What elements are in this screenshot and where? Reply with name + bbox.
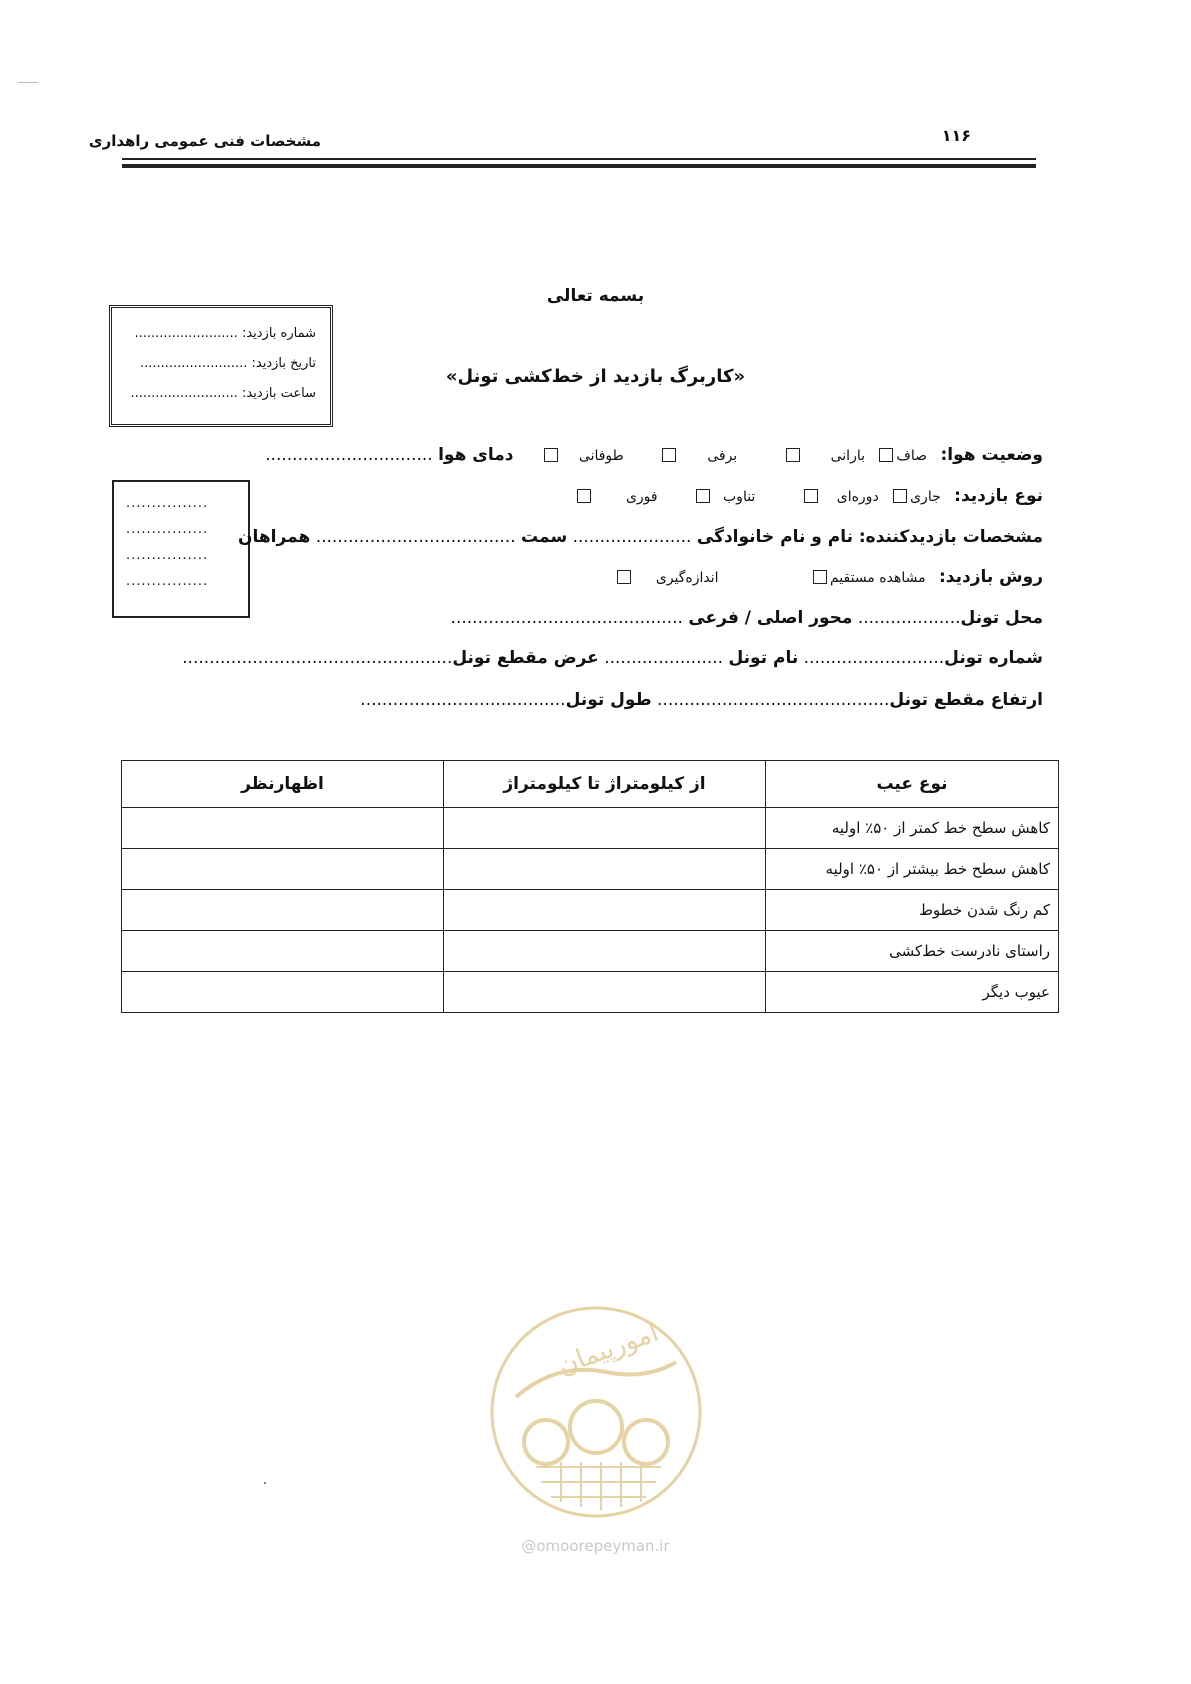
tunnel-width-field[interactable]: .................................................. (182, 648, 453, 668)
tunnel-number-row (182, 648, 1043, 668)
visit-type-option-current: جاری (910, 489, 941, 505)
visit-method-checkbox-measurement[interactable] (617, 570, 631, 584)
table-row (122, 972, 1059, 1013)
visit-method-row (614, 567, 1043, 587)
comment-cell[interactable] (122, 972, 444, 1013)
visitor-name-field[interactable]: ...................... (572, 527, 692, 547)
visit-type-row (574, 486, 1043, 506)
stray-dot (264, 1482, 266, 1484)
visit-type-option-interval: تناوب (723, 489, 756, 505)
tunnel-location-label: محل تونل (960, 608, 1043, 628)
weather-option-clear: صاف (896, 448, 928, 464)
header-kilometrage: از کیلومتراژ تا کیلومتراژ (444, 761, 766, 808)
visit-type-label: نوع بازدید: (954, 486, 1043, 506)
visit-type-option-periodic: دوره‌ای (836, 489, 879, 505)
book-title: مشخصات فنی عمومی راهداری (88, 132, 321, 150)
companions-box (112, 480, 250, 618)
header-rule-thick (122, 164, 1036, 168)
table-row (122, 808, 1059, 849)
weather-checkbox-rainy[interactable] (786, 448, 800, 462)
visit-method-checkbox-direct[interactable] (813, 570, 827, 584)
tunnel-height-label: ارتفاع مقطع تونل (889, 690, 1043, 710)
table-row (122, 890, 1059, 931)
companion-line[interactable]: ................ (126, 522, 209, 537)
visit-time-field[interactable]: ساعت بازدید: .......................... (130, 386, 316, 401)
kilometrage-cell[interactable] (444, 808, 766, 849)
weather-label: وضعیت هوا: (940, 445, 1043, 465)
scan-margin-mark (18, 82, 38, 83)
svg-text:امورپیمان: امورپیمان (554, 1317, 663, 1382)
tunnel-height-field[interactable]: ........................................... (657, 690, 890, 710)
page-number: ۱۱۶ (941, 126, 971, 145)
visit-type-checkbox-current[interactable] (893, 489, 907, 503)
visit-type-checkbox-urgent[interactable] (577, 489, 591, 503)
kilometrage-cell[interactable] (444, 972, 766, 1013)
weather-row (265, 445, 1043, 465)
weather-checkbox-stormy[interactable] (544, 448, 558, 462)
visit-type-checkbox-periodic[interactable] (804, 489, 818, 503)
companions-label: همراهان (238, 527, 311, 547)
weather-option-rainy: بارانی (830, 448, 865, 464)
temperature-field[interactable]: ............................... (265, 445, 433, 465)
visit-info-box (109, 305, 333, 427)
form-title: «کاربرگ بازدید از خط‌کشی تونل» (445, 366, 746, 387)
header-rule-thin (122, 158, 1036, 160)
visit-date-field[interactable]: تاریخ بازدید: .......................... (139, 356, 316, 371)
watermark-seal-logo (486, 1302, 706, 1522)
visit-method-option-direct: مشاهده مستقیم (829, 570, 926, 586)
defect-type-cell: کم رنگ شدن خطوط (766, 890, 1059, 931)
companion-line[interactable]: ................ (126, 574, 209, 589)
visit-type-checkbox-interval[interactable] (696, 489, 710, 503)
position-field[interactable]: ..................................... (315, 527, 516, 547)
table-header-row (122, 761, 1059, 808)
visit-number-field[interactable]: شماره بازدید: ......................... (134, 326, 316, 341)
tunnel-width-label: عرض مقطع تونل (452, 648, 599, 668)
defect-type-cell: کاهش سطح خط کمتر از ۵۰٪ اولیه (766, 808, 1059, 849)
table-row (122, 931, 1059, 972)
kilometrage-cell[interactable] (444, 890, 766, 931)
tunnel-name-field[interactable]: ...................... (604, 648, 724, 668)
header-defect-type: نوع عیب (766, 761, 1059, 808)
weather-option-snowy: برفی (707, 448, 738, 464)
defects-table (121, 760, 1059, 1013)
axis-label: محور اصلی / فرعی (688, 608, 853, 628)
table-row (122, 849, 1059, 890)
tunnel-length-field[interactable]: ...................................... (360, 690, 566, 710)
comment-cell[interactable] (122, 849, 444, 890)
comment-cell[interactable] (122, 808, 444, 849)
header-comment: اظهارنظر (122, 761, 444, 808)
weather-checkbox-snowy[interactable] (662, 448, 676, 462)
comment-cell[interactable] (122, 890, 444, 931)
companion-line[interactable]: ................ (126, 548, 209, 563)
tunnel-location-field[interactable]: ................... (857, 608, 961, 628)
visitor-row (238, 527, 1043, 547)
position-label: سمت (521, 527, 568, 547)
axis-field[interactable]: ........................................... (450, 608, 683, 628)
defect-type-cell: عیوب دیگر (766, 972, 1059, 1013)
tunnel-name-label: نام تونل (728, 648, 799, 668)
watermark-website: @omoorepeyman.ir (521, 1537, 670, 1555)
weather-option-stormy: طوفانی (578, 448, 624, 464)
visit-type-option-urgent: فوری (625, 489, 658, 505)
visitor-label: مشخصات بازدیدکننده: نام و نام خانوادگی (696, 527, 1043, 547)
temperature-label: دمای هوا (438, 445, 514, 465)
tunnel-number-label: شماره تونل (944, 648, 1043, 668)
defect-type-cell: راستای نادرست خط‌کشی (766, 931, 1059, 972)
companion-line[interactable]: ................ (126, 496, 209, 511)
visit-method-label: روش بازدید: (938, 567, 1043, 587)
weather-checkbox-clear[interactable] (879, 448, 893, 462)
kilometrage-cell[interactable] (444, 849, 766, 890)
tunnel-height-row (360, 690, 1043, 710)
tunnel-location-row (451, 608, 1043, 628)
tunnel-length-label: طول تونل (565, 690, 652, 710)
tunnel-number-field[interactable]: .......................... (803, 648, 945, 668)
visit-method-option-measurement: اندازه‌گیری (655, 570, 719, 586)
comment-cell[interactable] (122, 931, 444, 972)
kilometrage-cell[interactable] (444, 931, 766, 972)
bismillah-heading: بسمه تعالی (546, 286, 645, 306)
defect-type-cell: کاهش سطح خط بیشتر از ۵۰٪ اولیه (766, 849, 1059, 890)
